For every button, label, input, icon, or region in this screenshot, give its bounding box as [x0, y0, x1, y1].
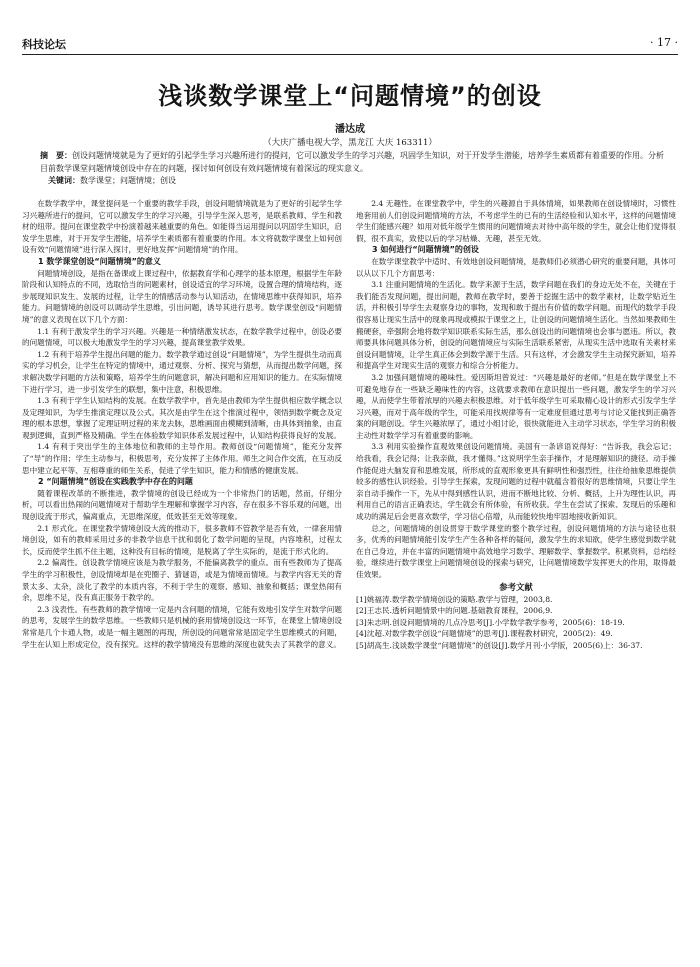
- body-paragraph: 随着课程改革的不断推进，教学情境的创设已经成为一个非常热门的话题，然而，仔细分析，可以看出热闹的问题情境对于帮助学生理解和掌握学习内容，存在很多不容乐观的问题，出现创设流于形式，偏离重点，无思维深度，低效甚至无效等现象。: [22, 488, 342, 522]
- right-column: [356, 198, 676, 652]
- body-paragraph: 3.3 利用实验操作直观效果创设问题情境。美国有一条谚语说得好：“告诉我，我会忘记；给我看，我会记得；让我亲做，我才懂得。”这说明学生亲手操作，才是理解知识的捷径。动手操作能促进大脑发育和思维发展，所形成的直观形象更具有鲜明性和强烈性，往往给抽象思维提供较多的感性认识经验。引导学生探索，发现问题的过程中就蕴含着很好的思维情境，只要让学生亲自动手操作一下，先从中得到感性认识，进而不断地比较、分析、概括，上升为理性认识，再利用自己的语言正确表达，学生就会有所体验，有所收获。学生在尝试了探索、发现后的乐趣和成功的满足后会更喜欢数学，学习信心倍增，从而能较快地牢固地接收新知识。: [356, 442, 676, 522]
- reference-item: [4]沈超.对数学教学创设“问题情境”的思考[J].课程教材研究，2005(2)：49.: [356, 629, 613, 639]
- body-paragraph: 在数学教学中，课堂提问是一个重要的教学手段，创设问题情境就是为了更好的引起学生学习兴趣所进行的提问，它可以激发学生的学习兴趣，引导学生深入思考，是联系教师、学生和教材的纽带。提问在课堂教学中扮演着越来越重要的角色。如能得当运用提问以巩固学生知识，启发学生思维，对于开发学生潜能，培养学生素质都有着重要的作用。本文将就数学课堂上如何创设有效“问题情境”进行深入探讨，更好地发挥“问题情境”的作用。: [22, 199, 342, 255]
- abstract-body: 创设问题情境就是为了更好的引起学生学习兴趣所进行的提问，它可以激发学生的学习兴趣，巩固学生知识，对于开发学生潜能，培养学生素质都有着重要的作用。分析目前数学课堂问题情境创设中存在的问题，探讨如何创设有效问题情境有着深远的现实意义。: [40, 151, 664, 173]
- keywords-line: [40, 175, 670, 188]
- body-paragraph: 问题情境创设，是指在备课或上课过程中，依据教育学和心理学的基本原理，根据学生年龄阶段和认知特点的不同，选取恰当的问题素材，创设适宜的学习环境，设置合理的情境结构，逐步展现知识发生、发展的过程，让学生的情感活动参与认知活动，在情境思维中获得知识，培养能力。问题情境的创设可以调动学生思维，引出问题，诱导其进行思考。数学课堂创设“问题情境”的意义表现在以下几个方面：: [22, 268, 342, 324]
- abstract-block: [40, 150, 670, 188]
- body-paragraph: 1.3 有利于学生认知结构的发展。在数学教学中，首先是由教师为学生提供相应数学概念以及定理知识，为学生推演定理以及公式。其次是由学生在这个推演过程中，领悟到数学概念及定理的根本思想，掌握了定理证明过程的来龙去脉，思维画面由模糊到清晰，由具体到抽象，由直观到逻辑，直到严格及精确。学生在体验数学知识体系发展过程中，认知结构获得良好的发展。: [22, 396, 342, 440]
- reference-item: [5]胡高生.浅谈数学课堂“问题情境”的创设[J].数学月刊·小学版，2005(6)上：36-37.: [356, 640, 643, 650]
- page-number: · 17 ·: [650, 36, 678, 49]
- section-heading: 1 数学课堂创设“问题情境”的意义: [38, 256, 161, 266]
- body-paragraph: 1.2 有利于培养学生提出问题的能力。数学教学通过创设“问题情境”，为学生提供生动而真实的学习机会，让学生在特定的情境中，通过观察、分析、探究与猜想，从而提出数学问题，探求解决数学问题的方法和策略，培养学生的问题意识，解决问题和应用知识的能力。在实际情境下进行学习，进一步引发学生的联想，集中注意，积极思维。: [22, 349, 342, 394]
- body-paragraph: 总之，问题情境的创设贯穿于数学课堂的整个教学过程，创设问题情境的方法与途径也很多，优秀的问题情境能引发学生产生各种各样的疑问，激发学生的求知欲，使学生感觉到数学就在自己身边，并在丰富的问题情境中高效地学习数学、理解数学、掌握数学。积累资料，总结经验，继续进行数学课堂上问题情境创设的探索与研究，让问题情境数学发挥更大的作用，取得最佳效果。: [356, 523, 676, 579]
- reference-item: [1]姚福涛.数学教学情境创设的策略.教学与管理，2003,8.: [356, 594, 553, 604]
- body-paragraph: 1.1 有利于激发学生的学习兴趣。兴趣是一种情绪激发状态，在数学教学过程中，创设必要的问题情境，可以极大地激发学生的学习兴趣，提高课堂教学效果。: [22, 326, 342, 348]
- running-header: [22, 34, 678, 55]
- reference-item: [3]朱志明.创设问题情境的几点冷思考[J].小学数学教学参考，2005(6)：18-19.: [356, 617, 625, 627]
- body-paragraph: 2.3 浅表性。有些教师的教学情境一定是内含问题的情境，它能有效地引发学生对数学问题的思考，发展学生的数学思维。一些教师只是机械的套用情境创设这一环节，在课堂上情境创设常常是几个卡通人物，或是一幅主题图的再现，所创设的问题常常是固定学生思维模式的问题，学生在认知上形成定位，没有探究。这样的教学情境没有思维的深度也就失去了其教学的意义。: [22, 604, 342, 649]
- author-affiliation: （大庆广播电视大学，黑龙江 大庆 163311）: [263, 138, 437, 148]
- keywords-label: 关键词：: [48, 176, 80, 185]
- body-paragraph: 2.4 无趣性。在课堂教学中，学生的兴趣源自于具体情境，如果教师在创设情境时，习惯性地套用前人们创设问题情境的方法，不考虑学生的已有的生活经验和认知水平，这样的问题情境学生们能感兴趣？如用对低年级学生惯用的问题情境去对待中高年级的学生，就会让他们觉得很假，很不真实，致使以后的学习枯燥、无趣，甚至无效。: [356, 199, 676, 243]
- reference-item: [2]王志民.透析问题情景中的问题.基础教育课程，2006,9.: [356, 606, 553, 616]
- journal-name: 科技论坛: [22, 38, 66, 51]
- abstract-text: [40, 150, 670, 175]
- references-heading: 参考文献: [499, 581, 533, 592]
- keywords-value: 数学课堂；问题情境；创设: [80, 176, 176, 185]
- article-title: 浅谈数学课堂上“问题情境”的创设: [158, 82, 542, 110]
- body-paragraph: 在数学课堂教学中适时、有效地创设问题情境，是教师们必须潜心研究的重要问题，具体可以从以下几个方面思考：: [356, 256, 676, 278]
- body-paragraph: 3.2 加强问题情境的趣味性。爱因斯坦曾说过：“兴趣是最好的老师。”但是在数学课堂上不可避免地存在一些缺乏趣味性的内容，这就要求教师在意识提出一些问题，激发学生的学习兴趣，从而使学生带着浓厚的兴趣去积极思维。对于低年级学生可采取精心设计的形式引发学生学习兴趣，而对于高年级的学生，可能采用找规律等有一定难度但通过思考与讨论又能找到正确答案的问题创设。学生兴趣浓厚了，通过小组讨论，很快就能进入主动学习状态，学生学习的积极主动性对数学学习有着重要的影响。: [356, 372, 676, 440]
- abstract-label: 摘 要：: [40, 151, 72, 160]
- body-paragraph: 1.4 有利于突出学生的主体地位和教师的主导作用。教师创设“问题情境”，能充分发挥了“导”的作用；学生主动参与，积极思考，充分发挥了主体作用。师生之间合作交流，在互动反思中建立起平等、互相尊重的师生关系，促进了学生知识，能力和情感的健康发展。: [22, 442, 342, 475]
- article-author: 潘达成: [335, 124, 365, 135]
- body-paragraph: 3.1 注重问题情境的生活化。数学来源于生活，数学问题在我们的身边无处不在，关键在于我们能否发现问题，提出问题，教师在教学时，要善于挖掘生活中的数学素材，让数学贴近生活，并积极引导学生去观察身边的事物，发现和敢于提出有价值的数学问题。而现代的数学手段很容易让现实生活中的现象再现或模拟于课堂之上，让创设的问题情境生活化。当然如果教师生搬硬套，牵强附会地将数学知识联系实际生活，那么创设出的问题情境也会事与愿违。所以，教师要具体问题具体分析，创设的问题情境应与实际生活联系紧密，从现实生活中选取有关素材来创设问题情境，让学生真正体会到数学源于生活。只有这样，才会激发学生主动探究新知，培养和提高学生对现实生活的观察力和综合分析能力。: [356, 280, 676, 371]
- body-paragraph: 2.1 形式化。在课堂教学情境创设大流的推动下，很多教师不管教学是否有效，一律套用情境创设，如有的教师采用过多的非教学信息干扰和弱化了数学问题的呈现，内容堆积，过程太长，反而使学生抓不住主题，这种没有目标的情境，是脱离了学生实际的，是流于形式化的。: [22, 523, 342, 556]
- body-paragraph: 2.2 偏离性。创设教学情境应该是为教学服务，不能偏离教学的重点。而有些教师为了提高学生的学习积极性，创设情境却是在兜圈子、猜谜语，或是为情境而情境。与教学内容无关的背景太多、太杂，淡化了教学的本质内容，不利于学生的观察、感知、抽象和概括；课堂热闹有余，思维不足，没有真正服务于教学的。: [22, 558, 342, 603]
- section-heading: 2 “问题情境”创设在实践教学中存在的问题: [38, 477, 193, 487]
- left-column: [22, 198, 342, 650]
- section-heading: 3 如何进行“问题情境”的创设: [372, 245, 479, 255]
